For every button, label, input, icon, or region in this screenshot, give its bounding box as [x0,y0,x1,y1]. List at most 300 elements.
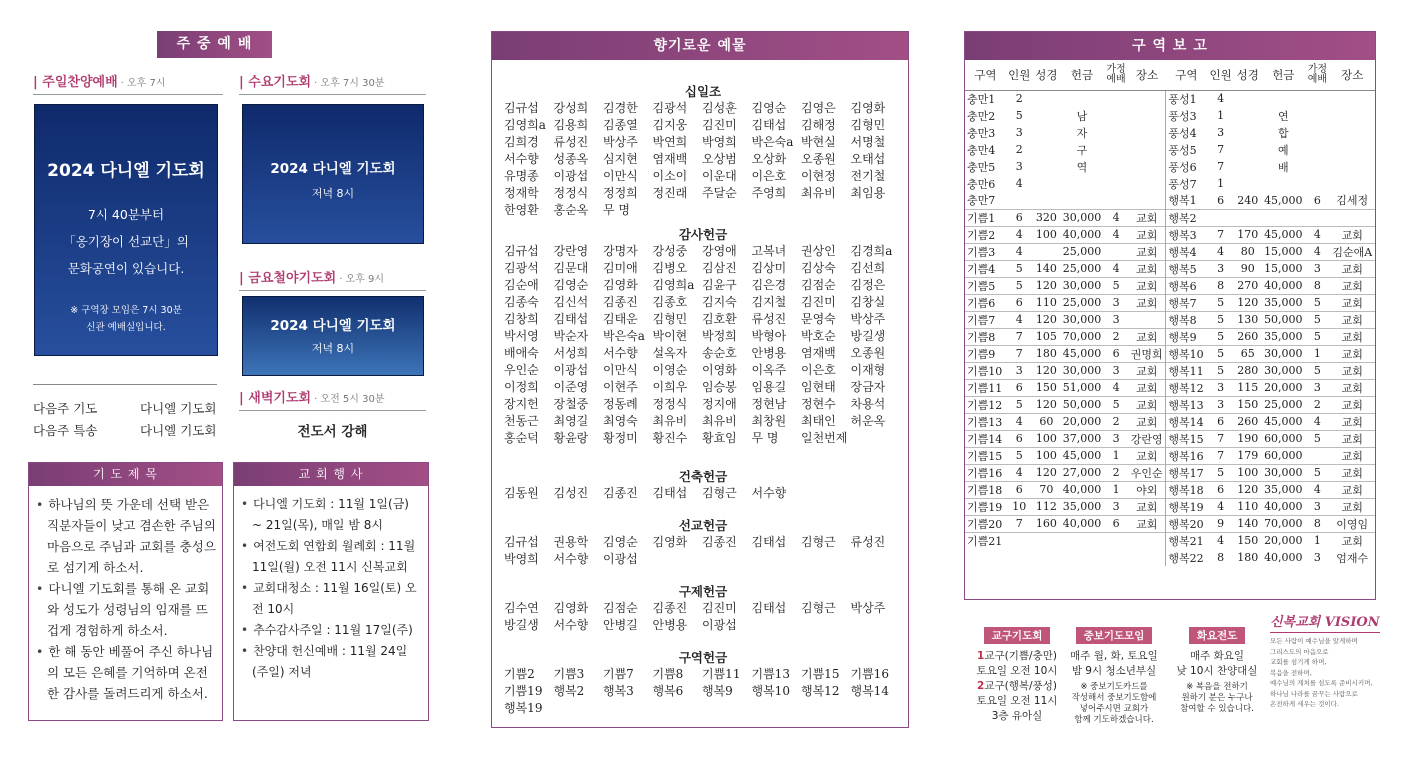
name-entry: 홍순덕 [504,431,539,445]
name-entry: 김영희a [504,118,546,132]
table-cell: 120 [1033,464,1060,481]
table-row [965,175,1375,192]
column-header: 구역 [1166,60,1207,90]
table-cell: 교회 [1128,396,1166,413]
name-entry: 이정희 [504,380,539,394]
name-entry: 김창희 [504,312,539,326]
table-cell [1128,549,1166,566]
table-cell: 풍성5 [1166,141,1207,158]
table-cell: 교회 [1128,277,1166,294]
name-entry: 김순애 [504,278,539,292]
table-cell: 4 [1104,209,1128,226]
table-cell: 45,000 [1261,226,1305,243]
table-cell: 교회 [1329,260,1375,277]
name-entry: 김호환 [702,312,737,326]
table-cell: 교회 [1128,515,1166,532]
district-prayer-text [972,649,1062,724]
name-entry: 기쁨8 [652,667,684,681]
table-cell: 5 [1207,294,1234,311]
name-entry: 최영길 [553,414,589,428]
name-entry: 박정희 [702,329,737,343]
name-entry: 이광섭 [702,618,737,632]
table-cell: 60,000 [1261,430,1305,447]
name-entry: 박형아 [751,329,787,343]
banner-title: 2024 다니엘 기도회 [270,161,396,177]
name-entry: 김영화 [850,101,886,115]
table-cell: 40,000 [1261,498,1305,515]
name-entry: 우인순 [504,363,539,377]
table-cell: 4 [1006,243,1033,260]
name-entry: 허운옥 [850,414,886,428]
name-entry: 일천번제 [801,431,848,445]
sunday-title-text: 주일찬양예배 [42,75,118,90]
table-cell [1128,141,1166,158]
dawn-title-text: 새벽기도회 [248,391,312,406]
name-entry: 김윤구 [702,278,737,292]
table-cell: 행복18 [1166,481,1207,498]
table-cell [1207,209,1234,226]
table-cell [1329,141,1375,158]
wed-title-text: 수요기도회 [248,75,312,90]
name-entry: 이소이 [652,169,688,183]
name-entry: 한영환 [504,203,539,217]
table-cell: 행복13 [1166,396,1207,413]
table-cell: 3 [1015,160,1023,173]
table-cell: 연 [1278,109,1289,123]
list-item: • 하나님의 뜻 가운데 선택 받은 직분자들이 낮고 겸손한 주님의 마음으로 주님과 교회를 충성으로 섬기게 하소서. [35,494,216,578]
table-cell: 270 [1234,277,1261,294]
table-cell: 140 [1234,515,1261,532]
table-cell: 행복8 [1166,311,1207,328]
name-entry: 박영희 [504,552,539,566]
table-cell: 충만2 [967,109,996,123]
table-cell: 40,000 [1261,277,1305,294]
prayer-topics-header: 기 도 제 목 [29,463,222,486]
table-cell: 교회 [1128,447,1166,464]
tithe-names [504,100,902,219]
table-cell: 6 [1207,413,1234,430]
table-cell: 3 [1313,551,1321,564]
column-header: 헌금 [1060,60,1104,90]
table-cell: 3 [1305,379,1329,396]
name-entry: 김형민 [850,118,886,132]
num: 2 [977,680,985,692]
table-cell [1060,90,1104,107]
table-cell: 충만5 [967,160,996,174]
table-cell [1104,532,1128,549]
table-row [965,107,1375,124]
table-cell: 4 [1006,311,1033,328]
table-cell: 김순애A [1329,243,1375,260]
table-cell: 6 [1104,345,1128,362]
table-cell: 115 [1234,379,1261,396]
table-cell: 2 [1015,143,1023,156]
table-cell: 8 [1207,277,1234,294]
column-header: 성경 [1234,60,1261,90]
district-report-table [965,60,1375,566]
table-cell: 기쁨9 [965,345,1006,362]
dawn-service-title: | 새벽기도회 · 오전 5시 30분 [239,387,426,411]
name-entry: 김문대 [553,261,589,275]
table-cell: 5 [1305,430,1329,447]
table-cell: 4 [1207,532,1234,549]
name-entry: 김동원 [504,486,539,500]
table-cell: 1 [1104,447,1128,464]
table-cell [1033,192,1060,209]
vision-title: 신복교회 VISION [1270,611,1380,633]
name-entry: 김경희a [850,244,893,258]
intercession-text [1062,649,1166,726]
table-cell: 30,000 [1261,345,1305,362]
table-cell: 강란영 [1128,430,1166,447]
table-row [965,141,1375,158]
thanks-section [504,225,902,447]
banner-title: 2024 다니엘 기도회 [270,318,396,334]
name-entry: 강란영 [553,244,589,258]
table-cell: 교회 [1128,260,1166,277]
table-cell: 충만3 [967,126,996,140]
table-cell [965,549,1006,566]
table-cell [1234,209,1261,226]
table-cell: 2 [1104,464,1128,481]
name-entry: 이재형 [850,363,886,377]
table-cell: 35,000 [1261,328,1305,345]
name-entry: 이현주 [603,380,638,394]
table-cell: 교회 [1128,498,1166,515]
name-entry: 김상숙 [801,261,836,275]
name-entry: 주달순 [702,186,737,200]
name-entry: 정재학 [504,186,539,200]
table-cell: 8 [1217,551,1225,564]
table-cell: 7 [1207,430,1234,447]
table-cell: 2 [1015,92,1023,106]
name-entry: 기쁨16 [850,667,889,681]
name-entry: 임승봉 [702,380,737,394]
name-entry: 류성진 [751,312,787,326]
name-entry: 오종원 [850,346,886,360]
table-cell: 1 [1217,109,1225,122]
table-cell [1234,124,1261,141]
name-entry: 이은호 [751,169,787,183]
name-entry: 김해정 [801,118,836,132]
note: 작성해서 중보기도함에 [1071,693,1157,703]
table-row [965,481,1375,498]
table-row [965,158,1375,175]
table-row [965,413,1375,430]
table-cell: 교회 [1329,277,1375,294]
table-cell [1060,175,1104,192]
table-cell: 행복7 [1166,294,1207,311]
table-cell: 35,000 [1261,481,1305,498]
tithe-section [504,82,902,219]
table-row [965,532,1375,549]
list-item: • 한 해 동안 베풀어 주신 하나님의 모든 은혜를 기억하며 온전한 감사를 돌려드리게 하소서. [35,641,216,704]
table-cell: 교회 [1329,294,1375,311]
name-entry: 장철중 [553,397,589,411]
relief-title: 구제헌금 [678,584,728,599]
table-cell: 교회 [1128,209,1166,226]
table-cell: 4 [1104,260,1128,277]
table-cell [1104,158,1128,175]
name-entry: 정동례 [603,397,638,411]
table-cell: 5 [1207,311,1234,328]
name-entry: 이만식 [603,169,638,183]
name-entry: 김삼진 [702,261,737,275]
table-cell: 행복22 [1166,549,1207,566]
table-cell: 40,000 [1060,481,1104,498]
name-entry: 기쁨15 [801,667,840,681]
table-cell: 4 [1015,177,1023,190]
name-entry: 서수향 [603,346,638,360]
list-item: • 교회대청소 : 11월 16일(토) 오전 10시 [240,578,422,620]
name-entry: 최유비 [801,186,836,200]
table-cell: 3 [1015,126,1023,139]
table-cell: 2 [1104,413,1128,430]
table-cell [1329,90,1375,107]
name-entry: 정정식 [652,397,688,411]
table-cell: 3 [1207,260,1234,277]
district-offering-title: 구역헌금 [678,650,728,665]
table-row [965,90,1375,107]
table-cell: 1 [1305,532,1329,549]
name-entry: 정진래 [652,186,688,200]
table-cell: 기쁨14 [965,430,1006,447]
table-cell: 5 [1305,311,1329,328]
table-cell: 교회 [1329,481,1375,498]
table-cell: 65 [1234,345,1261,362]
table-cell [1128,158,1166,175]
table-cell: 교회 [1128,362,1166,379]
table-cell: 교회 [1128,413,1166,430]
name-entry: 배애숙 [504,346,539,360]
mission-title: 선교헌금 [678,518,728,533]
fri-title-text: 금요철야기도회 [248,271,337,286]
table-cell [1060,532,1104,549]
name-entry: 박상주 [850,601,886,615]
table-cell [1033,107,1060,124]
table-row [965,260,1375,277]
offering-panel [491,31,909,728]
name-entry: 방길생 [504,618,539,632]
prayer-topics-box [28,462,223,721]
table-cell: 행복3 [1166,226,1207,243]
table-cell [1234,107,1261,124]
table-cell: 5 [1006,260,1033,277]
table-cell: 교회 [1329,226,1375,243]
table-cell: 5 [1104,396,1128,413]
name-entry: 홍순옥 [553,203,589,217]
table-cell [1104,192,1128,209]
table-cell: 100 [1033,226,1060,243]
name-entry: 김상미 [751,261,787,275]
name-entry: 김경한 [603,101,638,115]
table-cell: 기쁨2 [965,226,1006,243]
table-cell: 7 [1217,160,1225,173]
table-cell: 기쁨7 [965,311,1006,328]
name-entry: 이준영 [553,380,589,394]
table-cell: 행복6 [1166,277,1207,294]
name-entry: 김신석 [553,295,589,309]
name-entry: 염재백 [801,346,836,360]
name-entry: 김은경 [751,278,787,292]
table-cell: 60 [1033,413,1060,430]
table-cell: 2 [1104,328,1128,345]
table-cell: 교회 [1329,311,1375,328]
name-entry: 김태섭 [751,535,787,549]
church-events-box [233,462,429,721]
table-cell [1305,90,1329,107]
table-row [965,311,1375,328]
name-entry: 안병용 [652,618,688,632]
table-cell [1234,175,1261,192]
name-entry: 황효임 [702,431,737,445]
name-entry: 기쁨7 [603,667,634,681]
table-cell: 120 [1234,294,1261,311]
table-cell: 2 [1305,396,1329,413]
table-cell [1104,90,1128,107]
table-cell: 5 [1207,464,1234,481]
name-entry: 이만식 [603,363,638,377]
name-entry: 행복14 [850,684,889,698]
banner-line: 「옹기장이 선교단」의 [63,234,189,249]
table-cell [1128,192,1166,209]
evangelism-text [1168,649,1266,715]
table-cell: 교회 [1128,294,1166,311]
table-cell: 4 [1104,226,1128,243]
name-entry: 기쁨3 [553,667,585,681]
next-special-label: 다음주 특송 [33,423,98,438]
name-entry: 황진수 [652,431,688,445]
table-cell: 1 [1104,481,1128,498]
table-cell: 기쁨6 [965,294,1006,311]
table-cell: 8 [1305,277,1329,294]
table-cell [1104,549,1128,566]
table-cell: 140 [1033,260,1060,277]
mission-names [504,534,902,568]
name-entry: 권용학 [553,535,589,549]
name-entry: 황윤랑 [553,431,589,445]
name-entry: 박은숙a [603,329,645,343]
name-entry: 서수향 [553,618,589,632]
column-header: 인원 [1006,60,1033,90]
line: 매주 화요일 [1189,650,1245,662]
building-title: 건축헌금 [678,469,728,484]
table-cell: 6 [1217,193,1225,207]
name-entry: 기쁨2 [504,667,535,681]
table-cell: 4 [1305,413,1329,430]
name-entry: 김종호 [652,295,688,309]
name-entry: 김영순 [751,101,787,115]
name-entry: 이영화 [702,363,737,377]
table-cell: 1 [1217,177,1225,190]
table-cell: 교회 [1128,328,1166,345]
name-entry: 김태섭 [751,118,787,132]
table-cell: 15,000 [1261,260,1305,277]
vision-line: 그리스도의 마음으로 [1270,647,1329,656]
column-header: 성경 [1033,60,1060,90]
table-cell: 90 [1234,260,1261,277]
table-cell: 5 [1006,447,1033,464]
table-cell: 교회 [1329,413,1375,430]
name-entry: 이광섭 [603,552,638,566]
table-cell: 179 [1234,447,1261,464]
table-cell: 3 [1305,260,1329,277]
thanks-names [504,243,902,447]
table-cell: 교회 [1329,362,1375,379]
table-cell: 합 [1278,126,1289,140]
banner-line: 문화공연이 있습니다. [67,261,185,276]
table-cell: 풍성4 [1166,124,1207,141]
table-cell: 기쁨8 [965,328,1006,345]
wednesday-service-title: | 수요기도회 · 오후 7시 30분 [239,71,426,95]
table-cell [1104,243,1128,260]
name-entry: 안병용 [751,346,787,360]
banner-line: 7시 40분부터 [87,207,165,222]
table-cell: 30,000 [1060,277,1104,294]
table-row [965,226,1375,243]
wed-time: · 오후 7시 30분 [314,78,385,89]
friday-service-title: | 금요철야기도회 · 오후 9시 [239,267,426,291]
table-cell: 45,000 [1261,413,1305,430]
name-entry: 심지현 [603,152,638,166]
table-cell [1128,175,1166,192]
banner-sub: 저녁 8시 [311,342,355,355]
table-cell: 기쁨13 [965,413,1006,430]
name-entry: 이희우 [652,380,688,394]
num: 1 [977,650,985,662]
sunday-banner [34,104,218,356]
table-cell: 5 [1015,109,1023,122]
table-cell: 7 [1207,226,1234,243]
line: 밤 9시 청소년부실 [1071,665,1157,677]
table-cell: 40,000 [1060,515,1104,532]
table-cell [1128,532,1166,549]
table-cell: 3 [1006,362,1033,379]
evangelism-box [1168,624,1266,715]
table-cell [1128,90,1166,107]
name-entry: 서명철 [850,135,886,149]
name-entry: 행복2 [553,684,585,698]
list-item: • 찬양대 헌신예배 : 11월 24일(주일) 저녁 [240,641,422,683]
name-entry: 강영애 [702,244,737,258]
table-cell [1234,141,1261,158]
banner-note: ※ 구역장 모임은 7시 30분 [70,305,182,316]
table-cell: 4 [1207,243,1234,260]
table-cell: 4 [1006,226,1033,243]
table-cell: 6 [1104,515,1128,532]
name-entry: 박서영 [504,329,539,343]
district-section [504,648,902,717]
table-cell: 야외 [1128,481,1166,498]
column-header: 가정 예배 [1305,60,1329,90]
table-cell: 예 [1278,143,1289,157]
table-cell: 배 [1278,160,1289,174]
table-cell: 320 [1033,209,1060,226]
table-cell: 40,000 [1060,226,1104,243]
table-cell: 180 [1033,345,1060,362]
table-cell: 자 [1076,126,1088,140]
table-cell [1104,175,1128,192]
name-entry: 김점순 [801,278,836,292]
next-prayer-row [33,399,223,417]
table-cell: 기쁨5 [965,277,1006,294]
table-cell: 교회 [1329,532,1375,549]
name-entry: 정현수 [801,397,836,411]
table-row [965,430,1375,447]
name-entry: 행복3 [603,684,634,698]
table-cell: 260 [1234,413,1261,430]
name-entry: 강성희 [553,101,589,115]
